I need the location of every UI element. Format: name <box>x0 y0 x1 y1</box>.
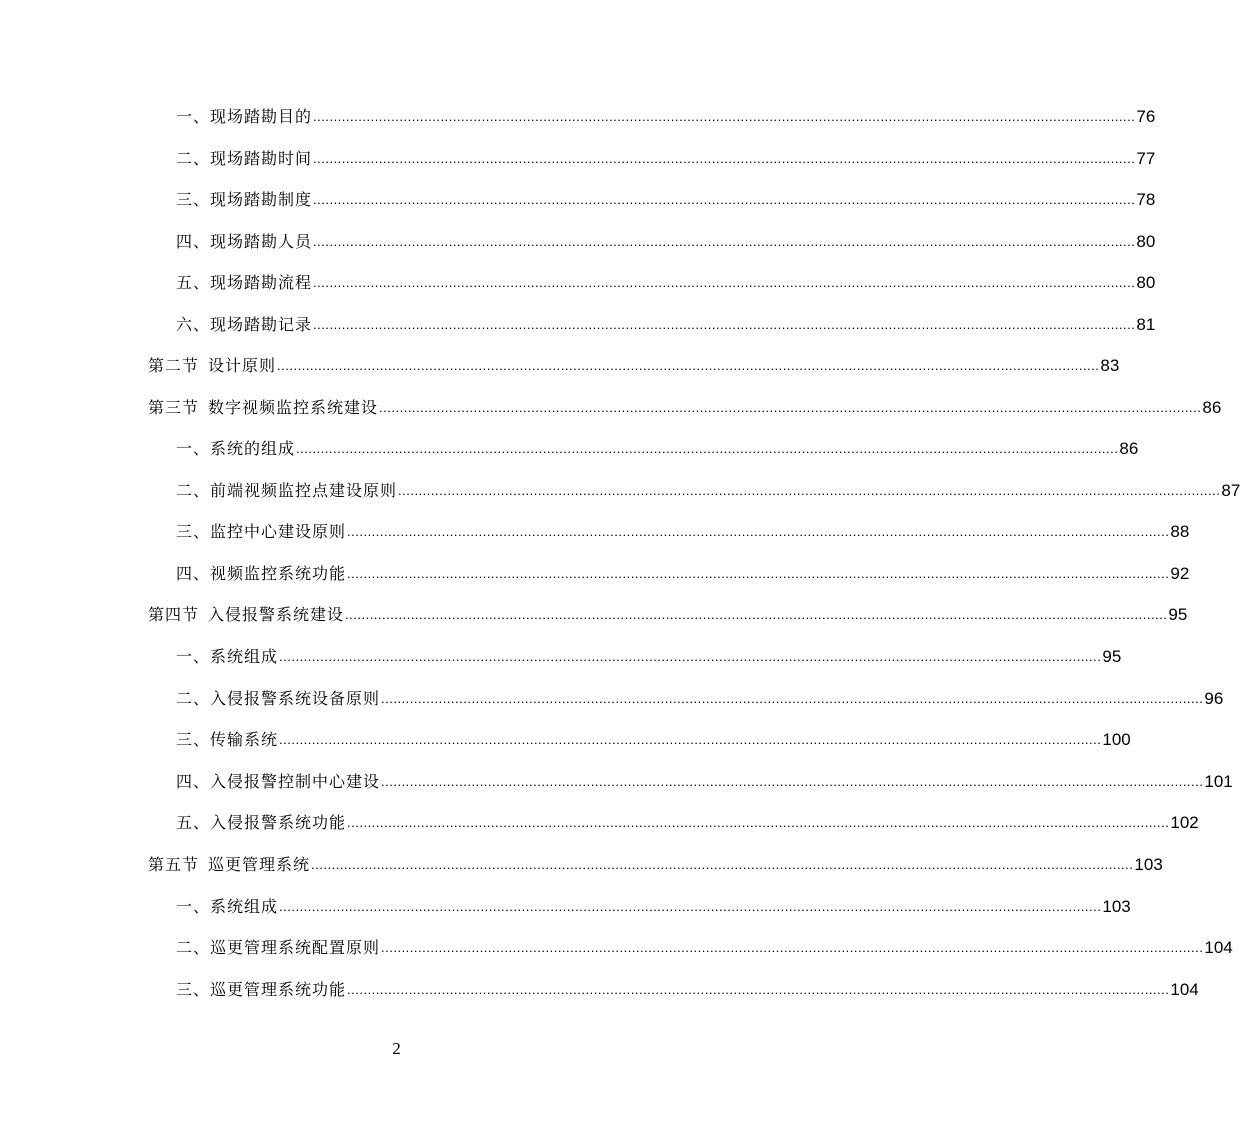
toc-leader-dots: ........................................................................................................................................................................................................ <box>277 358 1100 373</box>
toc-entry[interactable] <box>176 229 1156 253</box>
toc-entry-title: 三、现场踏勘制度 <box>176 190 313 209</box>
toc-entry-title-group <box>148 854 310 876</box>
toc-entry-title: 二、现场踏勘时间 <box>176 149 313 168</box>
toc-entry-title: 四、现场踏勘人员 <box>176 232 313 251</box>
toc-entry-page: 80 <box>1136 232 1156 251</box>
toc-entry[interactable] <box>176 727 1131 751</box>
toc-entry-title: 数字视频监控系统建设 <box>208 398 379 417</box>
toc-entry[interactable] <box>176 769 1233 793</box>
toc-entry-page: 88 <box>1170 522 1190 541</box>
toc-leader-dots: ........................................................................................................................................................................................................ <box>313 109 1136 124</box>
toc-section-number: 第四节 <box>148 605 200 624</box>
toc-leader-dots: ........................................................................................................................................................................................................ <box>313 192 1136 207</box>
toc-leader-dots: ........................................................................................................................................................................................................ <box>279 732 1102 747</box>
toc-leader-dots: ........................................................................................................................................................................................................ <box>381 774 1204 789</box>
toc-leader-dots: ........................................................................................................................................................................................................ <box>347 982 1170 997</box>
toc-section-number: 第三节 <box>148 398 200 417</box>
toc-entry-title: 二、前端视频监控点建设原则 <box>176 481 398 500</box>
toc-entry-title: 设计原则 <box>208 356 277 375</box>
toc-entry-title: 入侵报警系统建设 <box>208 605 345 624</box>
toc-entry-title: 一、系统组成 <box>176 897 279 916</box>
toc-entry[interactable] <box>176 146 1156 170</box>
toc-entry-title: 巡更管理系统 <box>208 855 311 874</box>
toc-entry-page: 103 <box>1102 897 1131 916</box>
toc-entry-title: 三、传输系统 <box>176 730 279 749</box>
toc-entry-page: 78 <box>1136 190 1156 209</box>
toc-entry[interactable] <box>176 935 1233 959</box>
toc-section-entry[interactable] <box>148 395 1222 419</box>
toc-entry-page: 102 <box>1170 813 1199 832</box>
toc-leader-dots: ........................................................................................................................................................................................................ <box>296 441 1119 456</box>
toc-entry-page: 80 <box>1136 273 1156 292</box>
toc-leader-dots: ........................................................................................................................................................................................................ <box>398 483 1221 498</box>
toc-leader-dots: ........................................................................................................................................................................................................ <box>347 815 1170 830</box>
toc-leader-dots: ........................................................................................................................................................................................................ <box>345 607 1168 622</box>
toc-entry-page: 77 <box>1136 149 1156 168</box>
toc-entry-title: 一、系统的组成 <box>176 439 296 458</box>
toc-entry-page: 101 <box>1204 772 1233 791</box>
toc-entry-page: 103 <box>1134 855 1163 874</box>
toc-entry-title: 三、监控中心建设原则 <box>176 522 347 541</box>
toc-entry[interactable] <box>176 810 1199 834</box>
toc-entry-page: 104 <box>1170 980 1199 999</box>
toc-entry-page: 100 <box>1102 730 1131 749</box>
toc-entry-page: 95 <box>1102 647 1122 666</box>
toc-entry[interactable] <box>176 270 1156 294</box>
toc-leader-dots: ........................................................................................................................................................................................................ <box>347 566 1170 581</box>
toc-entry-title: 一、现场踏勘目的 <box>176 107 313 126</box>
toc-entry[interactable] <box>176 436 1139 460</box>
toc-entry-page: 95 <box>1168 605 1188 624</box>
toc-entry[interactable] <box>176 561 1190 585</box>
toc-entry-page: 83 <box>1100 356 1120 375</box>
toc-entry-page: 92 <box>1170 564 1190 583</box>
toc-entry[interactable] <box>176 644 1122 668</box>
toc-entry[interactable] <box>176 104 1156 128</box>
toc-entry[interactable] <box>176 977 1199 1001</box>
toc-section-number: 第二节 <box>148 356 200 375</box>
toc-entry-page: 96 <box>1204 689 1224 708</box>
toc-leader-dots: ........................................................................................................................................................................................................ <box>279 649 1102 664</box>
toc-section-entry[interactable] <box>148 353 1120 377</box>
toc-entry-title-group <box>148 397 378 419</box>
toc-entry[interactable] <box>176 187 1156 211</box>
toc-entry-title: 二、巡更管理系统配置原则 <box>176 938 381 957</box>
toc-leader-dots: ........................................................................................................................................................................................................ <box>381 691 1204 706</box>
toc-entry-title-group <box>148 355 276 377</box>
toc-entry[interactable] <box>176 478 1240 502</box>
toc-entry-page: 104 <box>1204 938 1233 957</box>
toc-entry-title: 三、巡更管理系统功能 <box>176 980 347 999</box>
toc-entry-page: 81 <box>1136 315 1156 334</box>
toc-entry-title: 四、视频监控系统功能 <box>176 564 347 583</box>
toc-leader-dots: ........................................................................................................................................................................................................ <box>379 400 1202 415</box>
toc-entry-page: 87 <box>1221 481 1240 500</box>
toc-section-entry[interactable] <box>148 852 1163 876</box>
toc-entry[interactable] <box>176 519 1190 543</box>
toc-entry-title: 五、入侵报警系统功能 <box>176 813 347 832</box>
toc-entry[interactable] <box>176 894 1131 918</box>
toc-entry-page: 86 <box>1202 398 1222 417</box>
toc-entry[interactable] <box>176 312 1156 336</box>
toc-leader-dots: ........................................................................................................................................................................................................ <box>313 151 1136 166</box>
toc-section-number: 第五节 <box>148 855 200 874</box>
toc-entry-title: 五、现场踏勘流程 <box>176 273 313 292</box>
toc-entry-page: 86 <box>1119 439 1139 458</box>
toc-leader-dots: ........................................................................................................................................................................................................ <box>313 317 1136 332</box>
toc-leader-dots: ........................................................................................................................................................................................................ <box>313 234 1136 249</box>
toc-leader-dots: ........................................................................................................................................................................................................ <box>311 857 1134 872</box>
toc-leader-dots: ........................................................................................................................................................................................................ <box>279 899 1102 914</box>
toc-entry-title: 一、系统组成 <box>176 647 279 666</box>
toc-entry-title: 四、入侵报警控制中心建设 <box>176 772 381 791</box>
toc-entry-page: 76 <box>1136 107 1156 126</box>
toc-section-entry[interactable] <box>148 602 1188 626</box>
toc-leader-dots: ........................................................................................................................................................................................................ <box>381 940 1204 955</box>
toc-entry-title-group <box>148 604 344 626</box>
toc-entry[interactable] <box>176 686 1224 710</box>
toc-leader-dots: ........................................................................................................................................................................................................ <box>313 275 1136 290</box>
toc-entry-title: 六、现场踏勘记录 <box>176 315 313 334</box>
toc-leader-dots: ........................................................................................................................................................................................................ <box>347 524 1170 539</box>
toc-entry-title: 二、入侵报警系统设备原则 <box>176 689 381 708</box>
page-number: 2 <box>392 1039 401 1058</box>
